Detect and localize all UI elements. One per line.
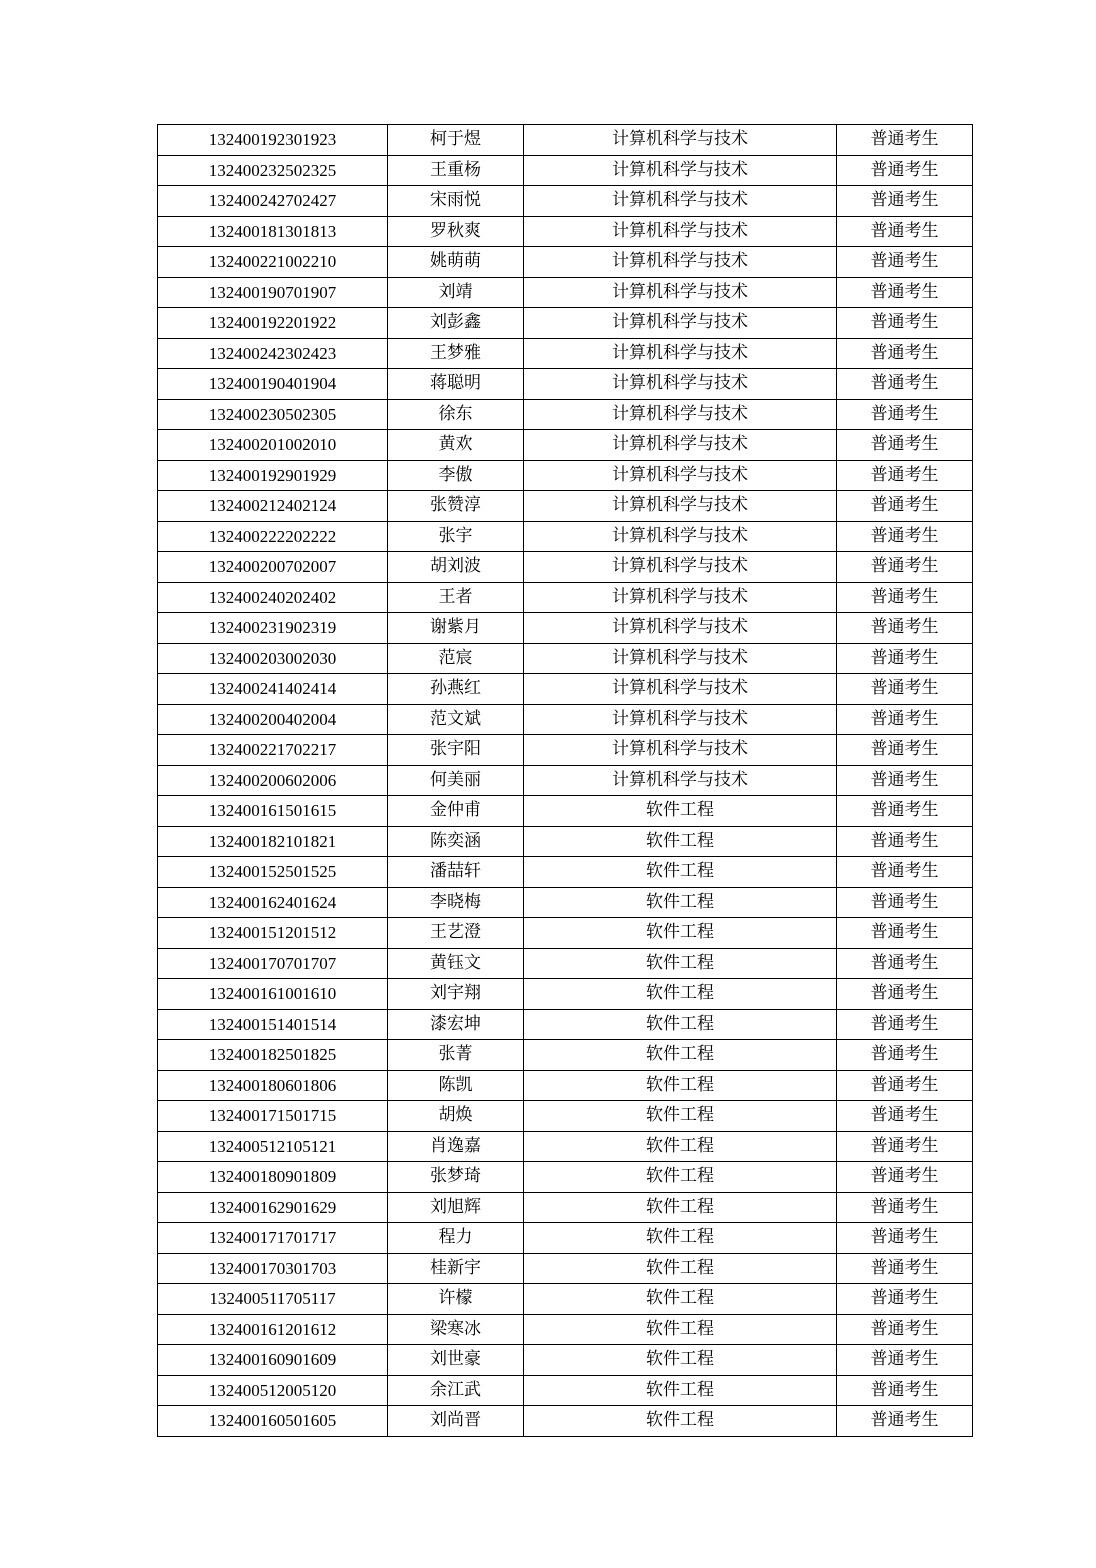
major-cell: 计算机科学与技术 bbox=[524, 430, 837, 461]
candidate-id-cell: 132400192201922 bbox=[158, 308, 388, 339]
candidate-type-cell: 普通考生 bbox=[837, 430, 973, 461]
candidate-type-cell: 普通考生 bbox=[837, 735, 973, 766]
candidate-id-cell: 132400200602006 bbox=[158, 765, 388, 796]
candidate-type-cell: 普通考生 bbox=[837, 979, 973, 1010]
major-cell: 计算机科学与技术 bbox=[524, 247, 837, 278]
candidate-type-cell: 普通考生 bbox=[837, 826, 973, 857]
candidate-type-cell: 普通考生 bbox=[837, 186, 973, 217]
candidate-type-cell: 普通考生 bbox=[837, 1192, 973, 1223]
candidate-id-cell: 132400192901929 bbox=[158, 460, 388, 491]
candidate-type-cell: 普通考生 bbox=[837, 674, 973, 705]
student-name-cell: 潘喆轩 bbox=[388, 857, 524, 888]
candidate-type-cell: 普通考生 bbox=[837, 1345, 973, 1376]
table-row bbox=[158, 674, 973, 705]
table-row bbox=[158, 704, 973, 735]
candidate-type-cell: 普通考生 bbox=[837, 887, 973, 918]
candidate-type-cell: 普通考生 bbox=[837, 399, 973, 430]
student-name-cell: 张赞淳 bbox=[388, 491, 524, 522]
student-name-cell: 徐东 bbox=[388, 399, 524, 430]
candidate-id-cell: 132400190701907 bbox=[158, 277, 388, 308]
candidate-id-cell: 132400170701707 bbox=[158, 948, 388, 979]
candidate-type-cell: 普通考生 bbox=[837, 308, 973, 339]
student-name-cell: 梁寒冰 bbox=[388, 1314, 524, 1345]
table-row bbox=[158, 430, 973, 461]
student-name-cell: 刘靖 bbox=[388, 277, 524, 308]
student-name-cell: 胡刘波 bbox=[388, 552, 524, 583]
candidate-id-cell: 132400160901609 bbox=[158, 1345, 388, 1376]
table-row bbox=[158, 582, 973, 613]
candidate-id-cell: 132400203002030 bbox=[158, 643, 388, 674]
table-row bbox=[158, 918, 973, 949]
candidate-type-cell: 普通考生 bbox=[837, 216, 973, 247]
major-cell: 软件工程 bbox=[524, 1284, 837, 1315]
candidate-id-cell: 132400162401624 bbox=[158, 887, 388, 918]
student-name-cell: 肖逸嘉 bbox=[388, 1131, 524, 1162]
major-cell: 软件工程 bbox=[524, 887, 837, 918]
student-name-cell: 程力 bbox=[388, 1223, 524, 1254]
table-row bbox=[158, 613, 973, 644]
candidate-type-cell: 普通考生 bbox=[837, 1223, 973, 1254]
major-cell: 计算机科学与技术 bbox=[524, 735, 837, 766]
table-row bbox=[158, 308, 973, 339]
candidate-type-cell: 普通考生 bbox=[837, 796, 973, 827]
table-row bbox=[158, 735, 973, 766]
student-name-cell: 余江武 bbox=[388, 1375, 524, 1406]
student-name-cell: 孙燕红 bbox=[388, 674, 524, 705]
major-cell: 计算机科学与技术 bbox=[524, 765, 837, 796]
candidate-type-cell: 普通考生 bbox=[837, 765, 973, 796]
candidate-id-cell: 132400231902319 bbox=[158, 613, 388, 644]
candidate-id-cell: 132400241402414 bbox=[158, 674, 388, 705]
candidate-id-cell: 132400242702427 bbox=[158, 186, 388, 217]
student-name-cell: 何美丽 bbox=[388, 765, 524, 796]
major-cell: 计算机科学与技术 bbox=[524, 460, 837, 491]
candidate-id-cell: 132400190401904 bbox=[158, 369, 388, 400]
candidate-id-cell: 132400511705117 bbox=[158, 1284, 388, 1315]
student-name-cell: 李晓梅 bbox=[388, 887, 524, 918]
candidate-type-cell: 普通考生 bbox=[837, 1162, 973, 1193]
major-cell: 软件工程 bbox=[524, 796, 837, 827]
major-cell: 计算机科学与技术 bbox=[524, 369, 837, 400]
roster-table-body bbox=[158, 125, 973, 1437]
table-row bbox=[158, 369, 973, 400]
candidate-type-cell: 普通考生 bbox=[837, 1009, 973, 1040]
table-row bbox=[158, 1375, 973, 1406]
student-name-cell: 刘彭鑫 bbox=[388, 308, 524, 339]
table-row bbox=[158, 1223, 973, 1254]
major-cell: 软件工程 bbox=[524, 1345, 837, 1376]
table-row bbox=[158, 1345, 973, 1376]
major-cell: 计算机科学与技术 bbox=[524, 186, 837, 217]
major-cell: 软件工程 bbox=[524, 1253, 837, 1284]
table-row bbox=[158, 1040, 973, 1071]
student-name-cell: 张梦琦 bbox=[388, 1162, 524, 1193]
candidate-type-cell: 普通考生 bbox=[837, 521, 973, 552]
candidate-id-cell: 132400180601806 bbox=[158, 1070, 388, 1101]
major-cell: 计算机科学与技术 bbox=[524, 674, 837, 705]
candidate-id-cell: 132400212402124 bbox=[158, 491, 388, 522]
candidate-type-cell: 普通考生 bbox=[837, 1406, 973, 1437]
candidate-id-cell: 132400182101821 bbox=[158, 826, 388, 857]
table-row bbox=[158, 1253, 973, 1284]
candidate-id-cell: 132400182501825 bbox=[158, 1040, 388, 1071]
student-name-cell: 刘尚晋 bbox=[388, 1406, 524, 1437]
major-cell: 软件工程 bbox=[524, 1101, 837, 1132]
major-cell: 软件工程 bbox=[524, 826, 837, 857]
student-name-cell: 胡焕 bbox=[388, 1101, 524, 1132]
major-cell: 计算机科学与技术 bbox=[524, 552, 837, 583]
candidate-id-cell: 132400161001610 bbox=[158, 979, 388, 1010]
candidate-type-cell: 普通考生 bbox=[837, 1070, 973, 1101]
student-name-cell: 王者 bbox=[388, 582, 524, 613]
table-row bbox=[158, 1131, 973, 1162]
candidate-type-cell: 普通考生 bbox=[837, 613, 973, 644]
candidate-id-cell: 132400230502305 bbox=[158, 399, 388, 430]
student-name-cell: 黄欢 bbox=[388, 430, 524, 461]
candidate-type-cell: 普通考生 bbox=[837, 948, 973, 979]
table-row bbox=[158, 1314, 973, 1345]
candidate-type-cell: 普通考生 bbox=[837, 1040, 973, 1071]
candidate-id-cell: 132400160501605 bbox=[158, 1406, 388, 1437]
table-row bbox=[158, 1009, 973, 1040]
candidate-id-cell: 132400200402004 bbox=[158, 704, 388, 735]
major-cell: 计算机科学与技术 bbox=[524, 125, 837, 156]
candidate-type-cell: 普通考生 bbox=[837, 338, 973, 369]
student-name-cell: 刘宇翔 bbox=[388, 979, 524, 1010]
student-name-cell: 刘世豪 bbox=[388, 1345, 524, 1376]
candidate-id-cell: 132400151201512 bbox=[158, 918, 388, 949]
student-name-cell: 许檬 bbox=[388, 1284, 524, 1315]
major-cell: 计算机科学与技术 bbox=[524, 399, 837, 430]
student-name-cell: 陈奕涵 bbox=[388, 826, 524, 857]
table-row bbox=[158, 552, 973, 583]
student-name-cell: 张菁 bbox=[388, 1040, 524, 1071]
major-cell: 计算机科学与技术 bbox=[524, 613, 837, 644]
candidate-type-cell: 普通考生 bbox=[837, 1284, 973, 1315]
major-cell: 计算机科学与技术 bbox=[524, 582, 837, 613]
candidate-id-cell: 132400240202402 bbox=[158, 582, 388, 613]
student-name-cell: 陈凯 bbox=[388, 1070, 524, 1101]
table-row bbox=[158, 796, 973, 827]
candidate-id-cell: 132400201002010 bbox=[158, 430, 388, 461]
student-name-cell: 张宇 bbox=[388, 521, 524, 552]
table-row bbox=[158, 1162, 973, 1193]
candidate-type-cell: 普通考生 bbox=[837, 369, 973, 400]
student-name-cell: 李傲 bbox=[388, 460, 524, 491]
candidate-id-cell: 132400171701717 bbox=[158, 1223, 388, 1254]
candidate-type-cell: 普通考生 bbox=[837, 643, 973, 674]
candidate-id-cell: 132400222202222 bbox=[158, 521, 388, 552]
major-cell: 软件工程 bbox=[524, 1162, 837, 1193]
candidate-type-cell: 普通考生 bbox=[837, 1101, 973, 1132]
table-row bbox=[158, 1070, 973, 1101]
table-row bbox=[158, 247, 973, 278]
candidate-type-cell: 普通考生 bbox=[837, 582, 973, 613]
candidate-type-cell: 普通考生 bbox=[837, 857, 973, 888]
major-cell: 软件工程 bbox=[524, 918, 837, 949]
candidate-id-cell: 132400192301923 bbox=[158, 125, 388, 156]
major-cell: 计算机科学与技术 bbox=[524, 643, 837, 674]
major-cell: 软件工程 bbox=[524, 1406, 837, 1437]
student-name-cell: 漆宏坤 bbox=[388, 1009, 524, 1040]
student-name-cell: 柯于煜 bbox=[388, 125, 524, 156]
major-cell: 软件工程 bbox=[524, 1131, 837, 1162]
student-name-cell: 蒋聪明 bbox=[388, 369, 524, 400]
candidate-id-cell: 132400171501715 bbox=[158, 1101, 388, 1132]
candidate-type-cell: 普通考生 bbox=[837, 552, 973, 583]
major-cell: 计算机科学与技术 bbox=[524, 338, 837, 369]
student-name-cell: 谢紫月 bbox=[388, 613, 524, 644]
candidate-id-cell: 132400180901809 bbox=[158, 1162, 388, 1193]
candidate-type-cell: 普通考生 bbox=[837, 491, 973, 522]
candidate-type-cell: 普通考生 bbox=[837, 1131, 973, 1162]
candidate-type-cell: 普通考生 bbox=[837, 460, 973, 491]
table-row bbox=[158, 1101, 973, 1132]
candidate-id-cell: 132400181301813 bbox=[158, 216, 388, 247]
student-name-cell: 罗秋爽 bbox=[388, 216, 524, 247]
table-row bbox=[158, 216, 973, 247]
candidate-id-cell: 132400151401514 bbox=[158, 1009, 388, 1040]
candidate-id-cell: 132400162901629 bbox=[158, 1192, 388, 1223]
table-row bbox=[158, 1192, 973, 1223]
candidate-id-cell: 132400221002210 bbox=[158, 247, 388, 278]
student-name-cell: 王艺澄 bbox=[388, 918, 524, 949]
candidate-id-cell: 132400242302423 bbox=[158, 338, 388, 369]
table-row bbox=[158, 460, 973, 491]
candidate-id-cell: 132400161501615 bbox=[158, 796, 388, 827]
student-name-cell: 刘旭辉 bbox=[388, 1192, 524, 1223]
major-cell: 软件工程 bbox=[524, 1223, 837, 1254]
candidate-type-cell: 普通考生 bbox=[837, 277, 973, 308]
student-name-cell: 姚萌萌 bbox=[388, 247, 524, 278]
candidate-id-cell: 132400161201612 bbox=[158, 1314, 388, 1345]
student-name-cell: 范宸 bbox=[388, 643, 524, 674]
table-row bbox=[158, 338, 973, 369]
major-cell: 软件工程 bbox=[524, 1375, 837, 1406]
table-row bbox=[158, 491, 973, 522]
student-name-cell: 金仲甫 bbox=[388, 796, 524, 827]
student-name-cell: 王重杨 bbox=[388, 155, 524, 186]
candidate-id-cell: 132400200702007 bbox=[158, 552, 388, 583]
table-row bbox=[158, 277, 973, 308]
major-cell: 软件工程 bbox=[524, 1009, 837, 1040]
candidate-type-cell: 普通考生 bbox=[837, 247, 973, 278]
table-row bbox=[158, 186, 973, 217]
table-row bbox=[158, 887, 973, 918]
major-cell: 软件工程 bbox=[524, 1314, 837, 1345]
candidate-id-cell: 132400512105121 bbox=[158, 1131, 388, 1162]
candidate-id-cell: 132400512005120 bbox=[158, 1375, 388, 1406]
candidate-type-cell: 普通考生 bbox=[837, 1375, 973, 1406]
candidate-id-cell: 132400221702217 bbox=[158, 735, 388, 766]
table-row bbox=[158, 399, 973, 430]
candidate-id-cell: 132400170301703 bbox=[158, 1253, 388, 1284]
table-row bbox=[158, 1406, 973, 1437]
table-row bbox=[158, 948, 973, 979]
candidate-type-cell: 普通考生 bbox=[837, 704, 973, 735]
student-name-cell: 张宇阳 bbox=[388, 735, 524, 766]
student-name-cell: 范文斌 bbox=[388, 704, 524, 735]
major-cell: 软件工程 bbox=[524, 979, 837, 1010]
candidate-type-cell: 普通考生 bbox=[837, 1314, 973, 1345]
candidate-type-cell: 普通考生 bbox=[837, 155, 973, 186]
major-cell: 计算机科学与技术 bbox=[524, 155, 837, 186]
candidate-id-cell: 132400232502325 bbox=[158, 155, 388, 186]
table-row bbox=[158, 765, 973, 796]
candidate-id-cell: 132400152501525 bbox=[158, 857, 388, 888]
table-row bbox=[158, 643, 973, 674]
major-cell: 软件工程 bbox=[524, 1040, 837, 1071]
major-cell: 软件工程 bbox=[524, 857, 837, 888]
major-cell: 计算机科学与技术 bbox=[524, 491, 837, 522]
major-cell: 软件工程 bbox=[524, 948, 837, 979]
candidate-type-cell: 普通考生 bbox=[837, 1253, 973, 1284]
student-name-cell: 桂新宇 bbox=[388, 1253, 524, 1284]
major-cell: 计算机科学与技术 bbox=[524, 216, 837, 247]
student-roster-table bbox=[157, 124, 973, 1437]
student-name-cell: 黄钰文 bbox=[388, 948, 524, 979]
table-row bbox=[158, 979, 973, 1010]
major-cell: 计算机科学与技术 bbox=[524, 704, 837, 735]
table-row bbox=[158, 521, 973, 552]
major-cell: 计算机科学与技术 bbox=[524, 277, 837, 308]
candidate-type-cell: 普通考生 bbox=[837, 918, 973, 949]
student-name-cell: 宋雨悦 bbox=[388, 186, 524, 217]
major-cell: 软件工程 bbox=[524, 1192, 837, 1223]
table-row bbox=[158, 1284, 973, 1315]
student-name-cell: 王梦雅 bbox=[388, 338, 524, 369]
major-cell: 计算机科学与技术 bbox=[524, 308, 837, 339]
table-row bbox=[158, 125, 973, 156]
table-row bbox=[158, 155, 973, 186]
candidate-type-cell: 普通考生 bbox=[837, 125, 973, 156]
major-cell: 软件工程 bbox=[524, 1070, 837, 1101]
table-row bbox=[158, 857, 973, 888]
major-cell: 计算机科学与技术 bbox=[524, 521, 837, 552]
table-row bbox=[158, 826, 973, 857]
